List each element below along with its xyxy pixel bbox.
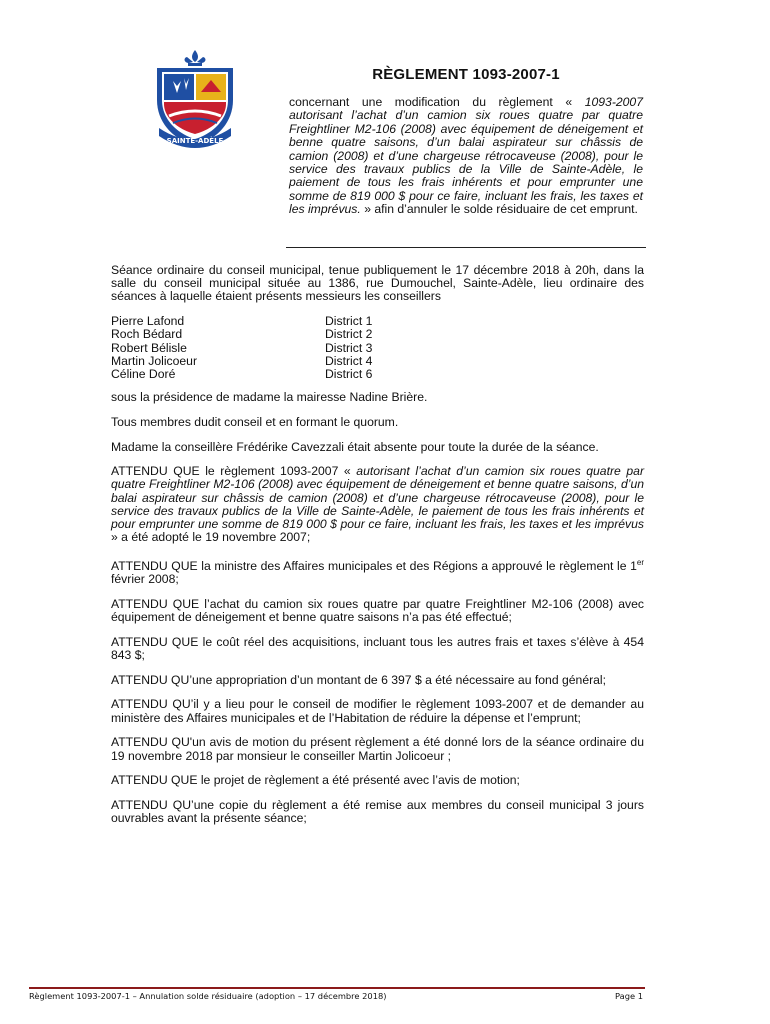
page-number: Page 1 [614,991,643,1001]
attendu-paragraph: ATTENDU QU’une copie du règlement a été remise aux membres du conseil municipal 3 jours ouvrables avant la présente séance; [111,797,644,826]
presidence-paragraph: sous la présidence de madame la mairesse Nadine Brière. [111,390,428,405]
member-row: Céline Doré District 6 [111,366,373,381]
member-row: Martin Jolicoeur District 4 [111,353,373,368]
attendu-paragraph: ATTENDU QU’il y a lieu pour le conseil de modifier le règlement 1093-2007 et de demander au ministère des Affaires municipales et de l’Habitation de réduire la dépense et l’emprunt; [111,697,644,725]
subject-italic: 1093-2007 autorisant l’achat d’un camion six roues quatre par quatre Freightliner M2-106 (2008) avec équipement de déneigement et benne quatre saisons, d’un balai aspirateur sur châssis de camion (2008) et d’une chargeuse rétrocaveuse (2008), pour le service des travaux publics de la Ville de Sainte-Adèle, le paiement de tous les frais inhérents et pour emprunter une somme de 819 000 $ pour ce faire, incluant les frais, les taxes et les imprévus. [289,95,643,217]
document-body [111,264,644,837]
page-footer [29,991,643,1001]
footer-document-label: Règlement 1093-2007-1 – Annulation solde résiduaire (adoption – 17 décembre 2018) [29,991,387,1001]
attendu-paragraph: ATTENDU QUE l’achat du camion six roues quatre par quatre Freightliner M2-106 (2008) avec équipement de déneigement et benne quatre saisons n’a pas été effectué; [111,596,644,625]
members-list [111,315,644,381]
attendu-paragraph: ATTENDU QUE le coût réel des acquisitions, incluant tous les autres frais et taxes s’élève à 454 843 $; [111,634,644,663]
subject-prefix: concernant une modification du règlement « [289,95,573,109]
title-separator [286,247,646,248]
attendu-paragraph: ATTENDU QUE le règlement 1093-2007 « autorisant l’achat d’un camion six roues quatre par quatre Freightliner M2-106 (2008) avec équipement de déneigement et benne quatre saisons, d’un balai aspirateur sur châssis de camion (2008) et d’une chargeuse rétrocaveuse (2008), pour le service des travaux publics de la Ville de Sainte-Adèle, le paiement de tous les frais inhérents et pour emprunter une somme de 819 000 $ pour ce faire, incluant les frais, les taxes et les imprévus » a été adopté le 19 novembre 2007; [111,464,644,545]
member-row: Roch Bédard District 2 [111,327,373,342]
attendu-paragraph: ATTENDU QU'un avis de motion du présent règlement a été donné lors de la séance ordinaire du 19 novembre 2018 par monsieur le conseiller Martin Jolicoeur ; [111,735,644,763]
attendu-paragraph: ATTENDU QUE le projet de règlement a été présenté avec l’avis de motion; [111,773,520,788]
attendu-paragraph: ATTENDU QU’une appropriation d’un montant de 6 397 $ a été nécessaire au fond général; [111,672,607,687]
quorum-paragraph: Tous membres dudit conseil et en formant le quorum. [111,414,399,429]
member-row: Pierre Lafond District 1 [111,314,373,329]
intro-paragraph: Séance ordinaire du conseil municipal, tenue publiquement le 17 décembre 2018 à 20h, dans la salle du conseil municipal située au 1386, rue Dumouchel, Sainte-Adèle, lieu ordinaire des séances à laquelle étaient présents messieurs les conseillers [111,263,644,304]
svg-text:SAINTE-ADÈLE: SAINTE-ADÈLE [166,137,224,145]
attendu-paragraph: ATTENDU QUE la ministre des Affaires municipales et des Régions a approuvé le règlement le 1er février 2008; [111,557,644,587]
document-subject [289,96,643,217]
member-row: Robert Bélisle District 3 [111,340,373,355]
sainte-adele-coat-of-arms-logo [153,48,237,148]
document-title: RÈGLEMENT 1093-2007-1 [372,66,560,83]
footer-rule [29,987,645,989]
subject-suffix: » afin d’annuler le solde résiduaire de cet emprunt. [364,202,638,217]
absence-paragraph: Madame la conseillère Frédérike Cavezzali était absente pour toute la durée de la séance. [111,439,599,454]
